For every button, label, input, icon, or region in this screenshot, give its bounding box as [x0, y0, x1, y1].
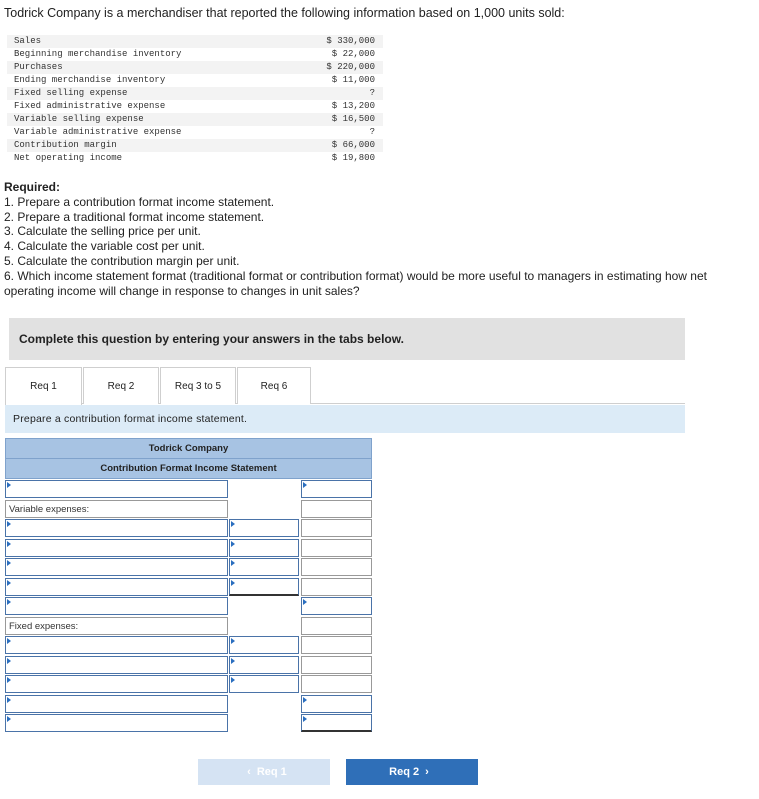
given-data-table — [7, 35, 383, 165]
amount-input[interactable] — [229, 656, 299, 674]
table-row — [5, 500, 372, 520]
amount-input[interactable] — [229, 636, 299, 654]
amount-cell — [301, 578, 372, 596]
table-row — [5, 539, 372, 559]
tab-prompt: Prepare a contribution format income statement. — [5, 405, 685, 433]
required-item: 2. Prepare a traditional format income statement. — [4, 209, 265, 224]
given-row: Contribution margin $ 66,000 — [7, 139, 383, 152]
given-row: Fixed selling expense ? — [7, 87, 383, 100]
table-row — [5, 656, 372, 676]
account-dropdown[interactable] — [5, 558, 228, 576]
amount-input[interactable] — [229, 578, 299, 596]
chevron-left-icon: ‹ — [247, 766, 251, 778]
amount-cell — [301, 656, 372, 674]
table-row — [5, 578, 372, 598]
amount-cell — [301, 617, 372, 635]
account-dropdown[interactable] — [5, 656, 228, 674]
statement-header — [5, 438, 372, 479]
amount-input[interactable] — [301, 695, 372, 713]
problem-intro: Todrick Company is a merchandiser that reported the following information based on 1,000 units sold: — [4, 6, 565, 20]
amount-input[interactable] — [229, 539, 299, 557]
tab-req-1[interactable]: Req 1 — [5, 367, 82, 405]
given-row: Fixed administrative expense $ 13,200 — [14, 101, 375, 111]
required-title: Required: — [4, 180, 61, 194]
company-name: Todrick Company — [6, 439, 371, 459]
table-row — [5, 636, 372, 656]
given-row: Beginning merchandise inventory $ 22,000 — [14, 49, 375, 59]
given-row: Net operating income $ 19,800 — [14, 153, 375, 163]
account-dropdown[interactable] — [5, 597, 228, 615]
fixed-expenses-label: Fixed expenses: — [5, 617, 228, 635]
income-statement — [5, 438, 372, 734]
variable-expenses-label: Variable expenses: — [5, 500, 228, 518]
required-item: 1. Prepare a contribution format income statement. — [4, 194, 275, 209]
amount-cell — [301, 558, 372, 576]
amount-input[interactable] — [229, 675, 299, 693]
amount-cell — [301, 500, 372, 518]
given-row: Ending merchandise inventory $ 11,000 — [14, 75, 375, 85]
table-row — [5, 695, 372, 715]
required-section — [4, 180, 754, 298]
table-row — [5, 714, 372, 734]
statement-grid — [5, 480, 372, 734]
chevron-right-icon: › — [425, 766, 429, 778]
required-item: 5. Calculate the contribution margin per unit. — [4, 253, 240, 268]
required-item: 4. Calculate the variable cost per unit. — [4, 239, 205, 254]
account-dropdown[interactable] — [5, 519, 228, 537]
amount-input[interactable] — [229, 519, 299, 537]
amount-input[interactable] — [301, 597, 372, 615]
tab-req-6[interactable]: Req 6 — [237, 367, 311, 404]
instruction-banner: Complete this question by entering your answers in the tabs below. — [9, 318, 685, 360]
table-row — [5, 519, 372, 539]
amount-cell — [301, 519, 372, 537]
given-row: Variable selling expense $ 16,500 — [7, 113, 383, 126]
table-row — [5, 558, 372, 578]
account-dropdown[interactable] — [5, 480, 228, 498]
amount-cell — [301, 636, 372, 654]
account-dropdown[interactable] — [5, 714, 228, 732]
account-dropdown[interactable] — [5, 675, 228, 693]
amount-input[interactable] — [301, 714, 372, 732]
required-item: 3. Calculate the selling price per unit. — [4, 224, 201, 239]
amount-cell — [301, 675, 372, 693]
given-row: Purchases $ 220,000 — [7, 61, 383, 74]
tab-req-2[interactable]: Req 2 — [83, 367, 159, 404]
account-dropdown[interactable] — [5, 636, 228, 654]
account-dropdown[interactable] — [5, 578, 228, 596]
statement-title: Contribution Format Income Statement — [100, 463, 277, 474]
amount-input[interactable] — [301, 480, 372, 498]
prev-req-button[interactable]: ‹ Req 1 — [198, 759, 330, 785]
table-row — [5, 675, 372, 695]
table-row — [5, 480, 372, 500]
given-row: Sales $ 330,000 — [7, 35, 383, 48]
amount-input[interactable] — [229, 558, 299, 576]
amount-cell — [301, 539, 372, 557]
account-dropdown[interactable] — [5, 695, 228, 713]
given-row: Variable administrative expense ? — [14, 127, 375, 137]
required-item: 6. Which income statement format (traditional format or contribution format) would be more useful to managers in estimating how net operating income will change in response to changes in unit sales? — [4, 268, 707, 298]
next-req-button[interactable]: Req 2 › — [346, 759, 478, 785]
table-row — [5, 617, 372, 637]
account-dropdown[interactable] — [5, 539, 228, 557]
table-row — [5, 597, 372, 617]
tab-req-3-to-5[interactable]: Req 3 to 5 — [160, 367, 236, 404]
